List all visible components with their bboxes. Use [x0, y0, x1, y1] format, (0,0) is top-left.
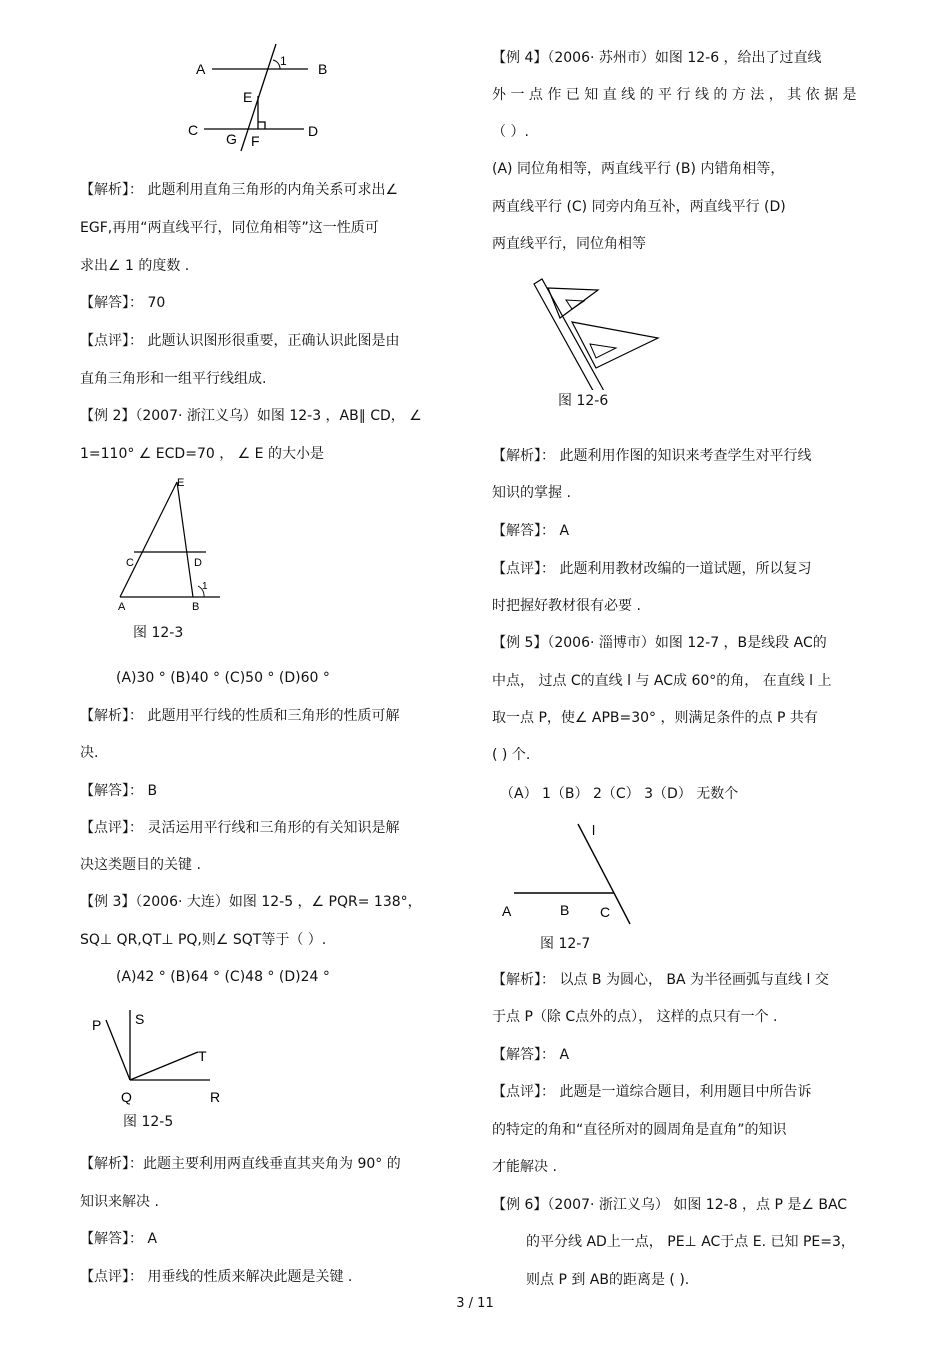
ex4-comment-line2: 时把握好教材很有必要 . — [492, 598, 641, 614]
ex2-analysis-line2: 决. — [80, 745, 99, 761]
ex3-answer: 【解答】： A — [80, 1231, 158, 1247]
figure-caption-12-3: 图 12-3 — [133, 625, 184, 641]
ex3-analysis-line1: 【解析】：此题主要利用两直线垂直其夹角为 90° 的 — [80, 1156, 401, 1172]
label-T: T — [198, 1048, 207, 1064]
ex5-question-line2: 中点， 过点 C的直线 l 与 AC成 60°的角， 在直线 l 上 — [492, 673, 832, 689]
ex2-question-line2: 1=110° ∠ ECD=70 ， ∠ E 的大小是 — [80, 446, 324, 462]
line-figure-12-7 — [496, 818, 646, 926]
label-D: D — [194, 557, 202, 569]
ex1-analysis-line2: EGF,再用“两直线平行，同位角相等”这一性质可 — [80, 220, 379, 236]
ex5-analysis-line2: 于点 P（除 C点外的点）， 这样的点只有一个 . — [492, 1009, 778, 1025]
label-A: A — [196, 61, 206, 77]
ex4-analysis-line2: 知识的掌握 . — [492, 485, 571, 501]
ex1-comment-line1: 【点评】： 此题认识图形很重要，正确认识此图是由 — [80, 333, 400, 349]
ex4-question-line3: （ ）. — [492, 124, 529, 140]
ex5-answer: 【解答】： A — [492, 1047, 570, 1063]
ex2-options: (A)30 ° (B)40 ° (C)50 ° (D)60 ° — [116, 670, 330, 686]
label-G: G — [226, 131, 237, 147]
ex2-question-line1: 【例 2】（2007· 浙江义乌）如图 12-3 ，AB∥ CD， ∠ — [80, 408, 422, 424]
figure-caption-12-7: 图 12-7 — [540, 936, 591, 952]
label-B: B — [560, 902, 570, 918]
ex3-question-line1: 【例 3】（2006· 大连）如图 12-5 ，∠ PQR= 138°， — [80, 894, 422, 910]
label-C: C — [126, 557, 134, 569]
ex2-comment-line1: 【点评】： 灵活运用平行线和三角形的有关知识是解 — [80, 820, 400, 836]
ex4-options-line2: 两直线平行 (C) 同旁内角互补，两直线平行 (D) — [492, 199, 786, 215]
ex2-analysis-line1: 【解析】： 此题用平行线的性质和三角形的性质可解 — [80, 708, 400, 724]
ex3-analysis-line2: 知识来解决 . — [80, 1194, 159, 1210]
label-D: D — [308, 123, 319, 139]
ex4-answer: 【解答】： A — [492, 523, 570, 539]
label-l: l — [592, 822, 596, 838]
label-angle-1: 1 — [202, 581, 208, 592]
ex3-options: (A)42 ° (B)64 ° (C)48 ° (D)24 ° — [116, 969, 330, 985]
ex5-options: （A） 1（B） 2（C） 3（D） 无数个 — [500, 786, 739, 802]
ex4-options-line1: (A) 同位角相等，两直线平行 (B) 内错角相等， — [492, 161, 785, 177]
ex5-analysis-line1: 【解析】： 以点 B 为圆心， BA 为半径画弧与直线 l 交 — [492, 972, 829, 988]
ex6-question-line2: 的平分线 AD上一点， PE⊥ AC于点 E. 已知 PE=3， — [526, 1234, 855, 1250]
set-square-figure-12-6 — [528, 276, 668, 400]
ex4-options-line3: 两直线平行，同位角相等 — [492, 236, 646, 252]
ex3-comment: 【点评】： 用垂线的性质来解决此题是关键 . — [80, 1269, 353, 1285]
ex5-question-line1: 【例 5】（2006· 淄博市）如图 12-7 ，B是线段 AC的 — [492, 635, 827, 651]
angle-figure-12-5 — [88, 1006, 238, 1106]
ex6-question-line1: 【例 6】（2007· 浙江义乌） 如图 12-8 ，点 P 是∠ BAC — [492, 1197, 848, 1213]
label-A: A — [118, 601, 126, 613]
label-B: B — [192, 601, 200, 613]
label-angle-1: 1 — [280, 54, 287, 68]
ex4-question-line1: 【例 4】（2006· 苏州市）如图 12-6 ，给出了过直线 — [492, 50, 822, 66]
ex5-question-line4: ( ) 个. — [492, 747, 531, 763]
ex5-question-line3: 取一点 P，使∠ APB=30° ，则满足条件的点 P 共有 — [492, 710, 818, 726]
label-P: P — [92, 1017, 102, 1033]
ex1-analysis-line3: 求出∠ 1 的度数 . — [80, 258, 190, 274]
label-Q: Q — [121, 1089, 132, 1105]
label-C: C — [188, 122, 199, 138]
figure-caption-12-5: 图 12-5 — [123, 1114, 174, 1130]
ex5-comment-line3: 才能解决 . — [492, 1159, 557, 1175]
label-B: B — [318, 61, 328, 77]
label-E: E — [177, 477, 185, 489]
page-number: 3 / 11 — [456, 1296, 494, 1311]
triangle-figure-12-3 — [110, 474, 230, 619]
label-E: E — [243, 89, 253, 105]
ex2-answer: 【解答】： B — [80, 783, 158, 799]
ex1-answer: 【解答】： 70 — [80, 295, 166, 311]
parallel-lines-figure — [180, 38, 340, 153]
label-F: F — [251, 133, 260, 149]
ex5-comment-line1: 【点评】： 此题是一道综合题目，利用题目中所告诉 — [492, 1084, 812, 1100]
ex4-question-line2: 外 一 点 作 已 知 直 线 的 平 行 线 的 方 法 ， 其 依 据 是 — [492, 87, 857, 103]
ex6-question-line3: 则点 P 到 AB的距离是 ( ). — [526, 1272, 690, 1288]
ex3-question-line2: SQ⊥ QR,QT⊥ PQ,则∠ SQT等于（ ）. — [80, 932, 327, 948]
ex5-comment-line2: 的特定的角和“直径所对的圆周角是直角”的知识 — [492, 1122, 787, 1138]
ex1-analysis-line1: 【解析】： 此题利用直角三角形的内角关系可求出∠ — [80, 182, 398, 198]
label-A: A — [502, 903, 512, 919]
ex4-comment-line1: 【点评】： 此题利用教材改编的一道试题，所以复习 — [492, 561, 812, 577]
label-R: R — [210, 1089, 221, 1105]
label-S: S — [135, 1011, 145, 1027]
ex1-comment-line2: 直角三角形和一组平行线组成. — [80, 371, 267, 387]
figure-caption-12-6: 图 12-6 — [558, 390, 608, 410]
label-C: C — [600, 904, 611, 920]
ex2-comment-line2: 决这类题目的关键 . — [80, 857, 201, 873]
ex4-analysis-line1: 【解析】： 此题利用作图的知识来考查学生对平行线 — [492, 448, 812, 464]
